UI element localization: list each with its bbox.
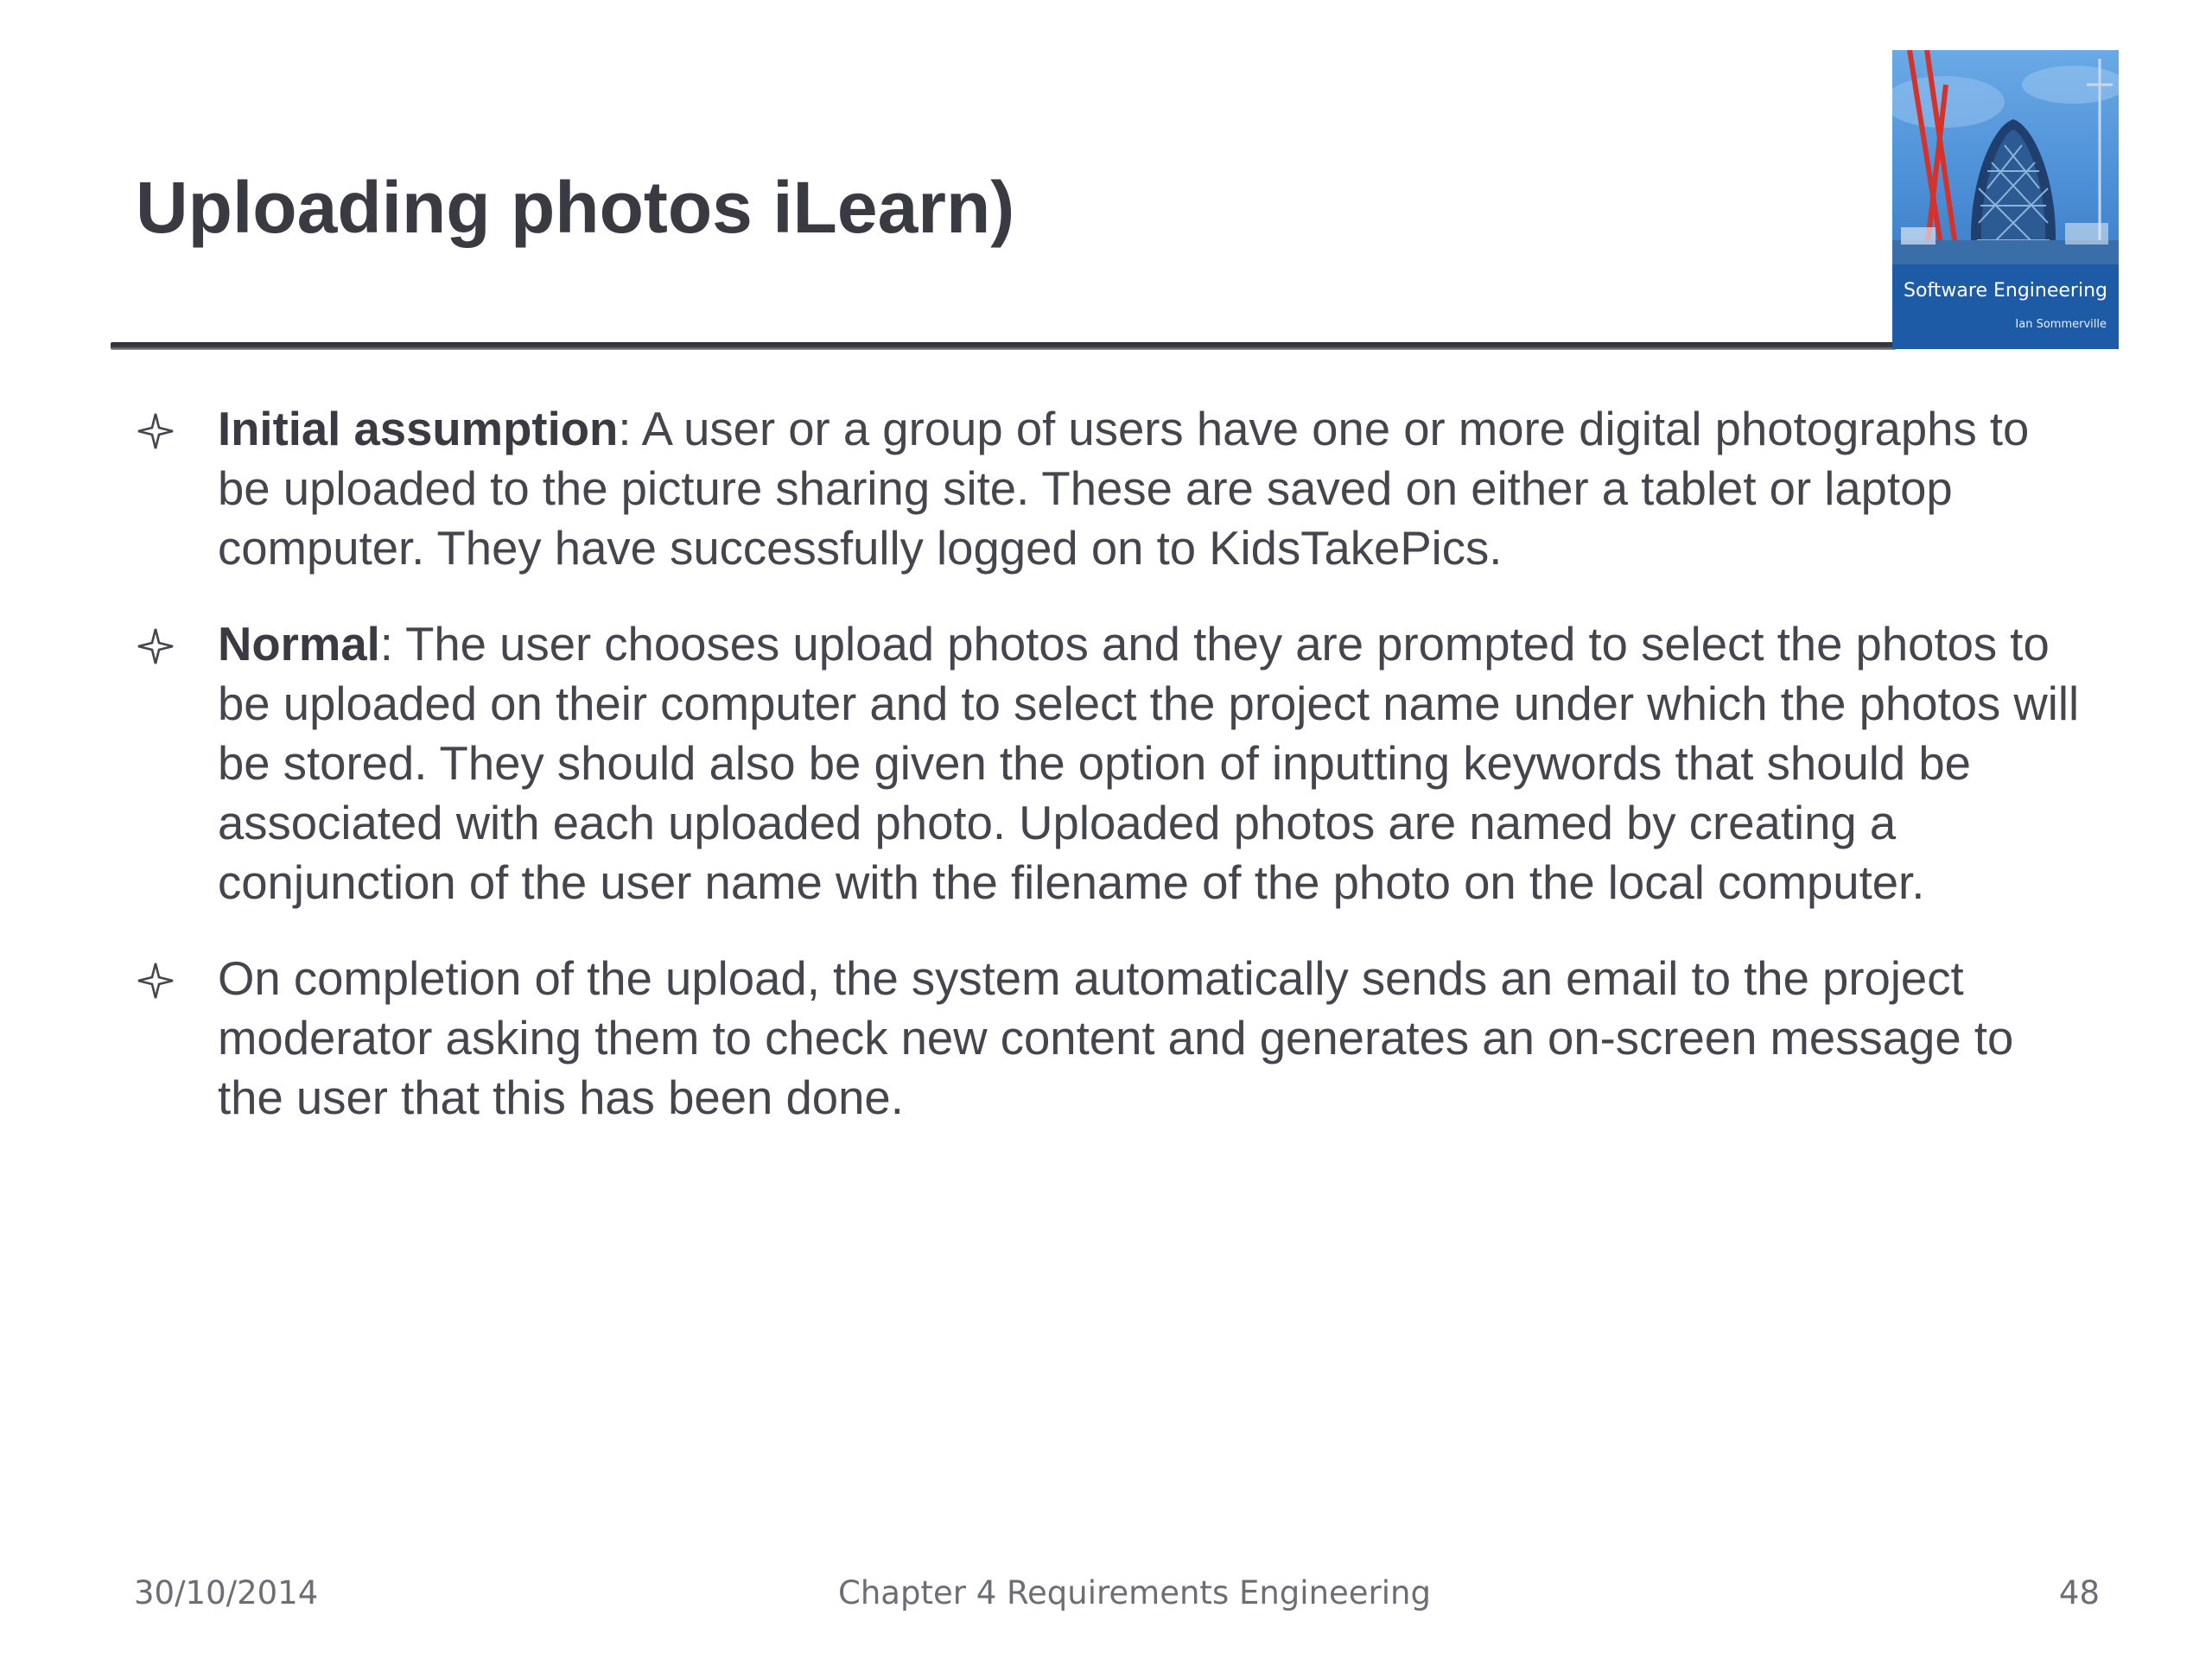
- book-cover-author: Ian Sommerville: [2015, 318, 2107, 331]
- footer-date: 30/10/2014: [134, 1574, 319, 1611]
- slide-title: Uploading photos iLearn): [136, 167, 1015, 248]
- footer-chapter: Chapter 4 Requirements Engineering: [838, 1574, 1431, 1611]
- footer-page-number: 48: [2058, 1574, 2100, 1611]
- four-point-star-outline-icon: [136, 626, 175, 666]
- list-item: [136, 614, 2088, 912]
- four-point-star-outline-icon: [136, 411, 175, 451]
- book-cover-title: Software Engineering: [1904, 280, 2107, 302]
- list-item: [136, 949, 2088, 1128]
- bullet-lead: Normal: [218, 618, 380, 671]
- four-point-star-outline-icon: [136, 961, 175, 1001]
- bullet-text: : A user or a group of users have one or more digital photographs to be uploaded to the picture sharing site. These are saved on either a tablet or laptop computer. They have successfully logged on to KidsTakePics.: [218, 403, 2030, 575]
- bullet-text: On completion of the upload, the system automatically sends an email to the project moderator asking them to check new content and generates an on-screen message to the user that this has been done.: [218, 952, 2014, 1124]
- book-cover-image: [1892, 50, 2119, 349]
- book-cover-band: [1892, 264, 2119, 349]
- list-item: [136, 399, 2088, 578]
- bullet-lead: Initial assumption: [218, 403, 619, 455]
- title-divider: [111, 342, 1896, 350]
- bullet-text: : The user chooses upload photos and they are prompted to select the photos to be uploaded on their computer and to select the project name under which the photos will be stored. They should also be given the option of inputting keywords that should be associated with each uploaded photo. Uploaded photos are named by creating a conjunction of the user name with the filename of the photo on the local computer.: [218, 618, 2080, 909]
- bullet-list: [136, 399, 2088, 1164]
